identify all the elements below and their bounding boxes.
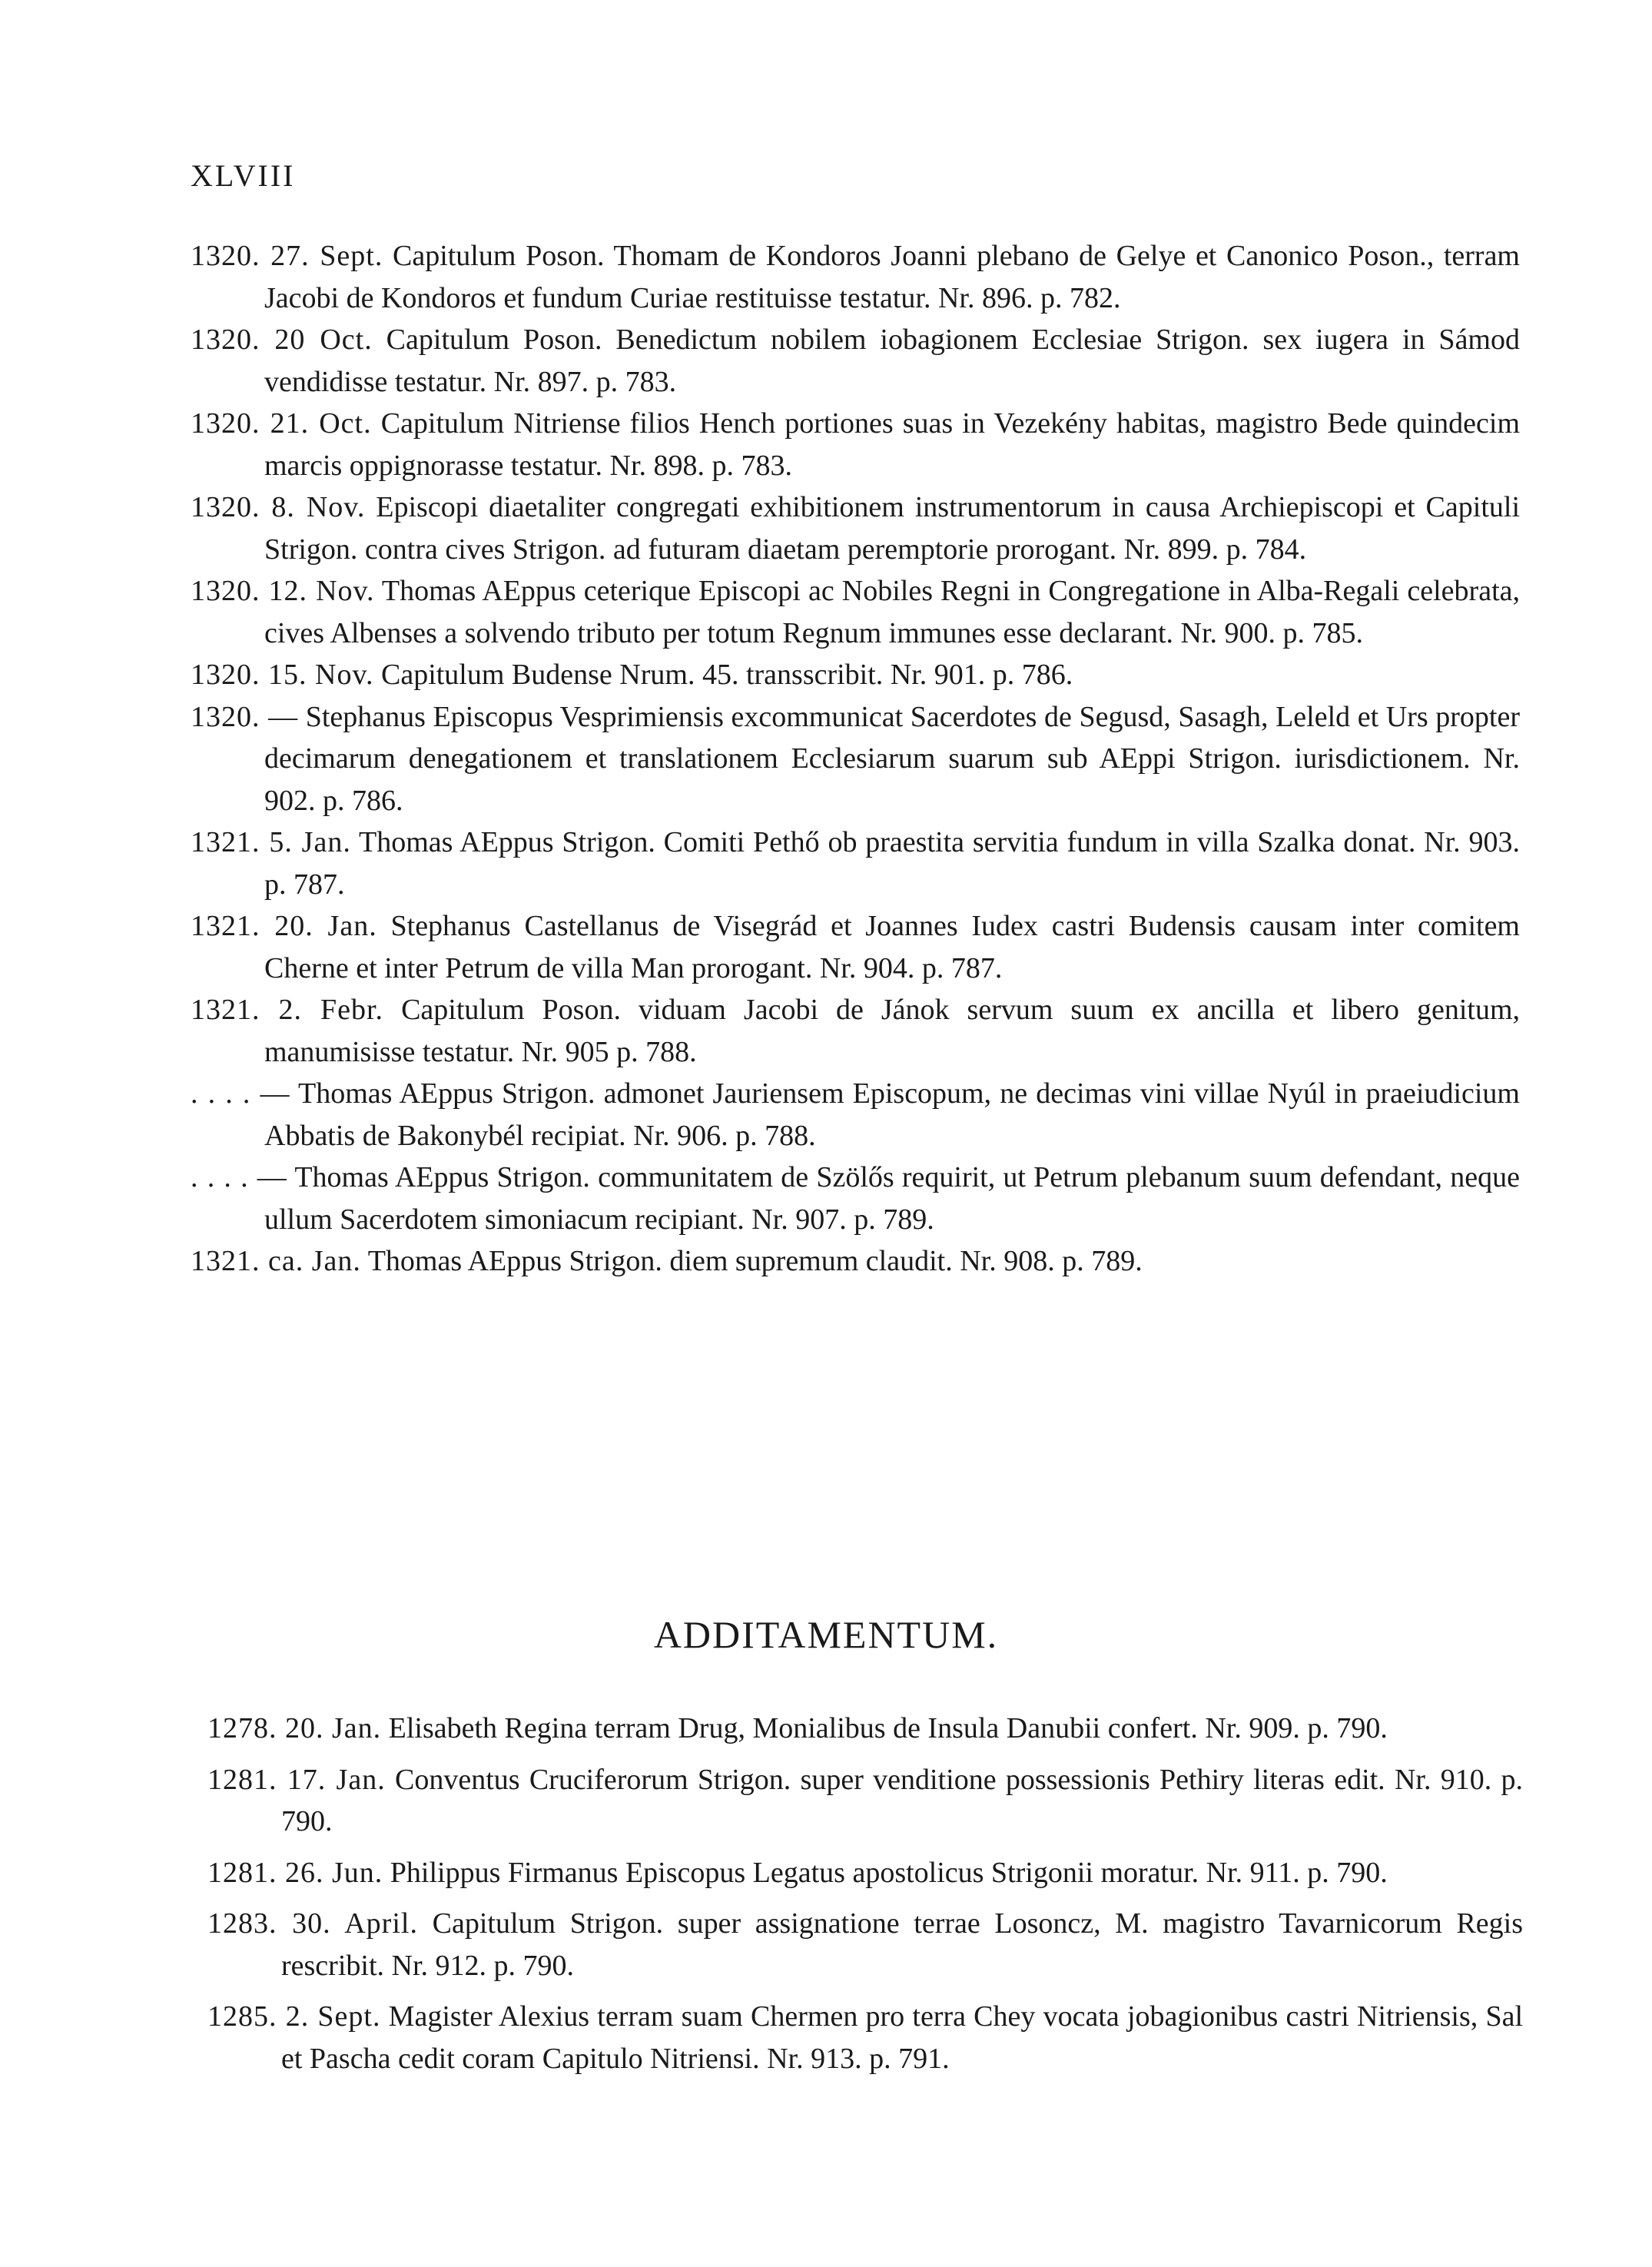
entry-date: 1320. 20 Oct. [191, 324, 373, 356]
regest-entry [191, 654, 1520, 696]
regest-entry [191, 319, 1520, 403]
entry-text: Philippus Firmanus Episcopus Legatus apostolicus Strigonii moratur. Nr. 911. p. 790. [390, 1856, 1388, 1889]
entry-text: Capitulum Poson. Thomam de Kondoros Joanni plebano de Gelye et Canonico Poson., terram Jacobi de Kondoros et fundum Curiae restituisse testatur. Nr. 896. p. 782. [264, 240, 1520, 314]
entry-text: Conventus Cruciferorum Strigon. super venditione possessionis Pethiry literas edit. Nr. 910. p. 790. [281, 1763, 1523, 1837]
entry-text: Thomas AEppus Strigon. communitatem de Szölős requirit, ut Petrum plebanum suum defendant, neque ullum Sacerdotem simoniacum recipiant. Nr. 907. p. 789. [264, 1161, 1520, 1236]
regest-entry [191, 821, 1520, 905]
entry-date: 1283. 30. April. [207, 1907, 418, 1940]
entry-date: 1320. 12. Nov. [191, 575, 375, 607]
entry-date: 1321. ca. Jan. [191, 1245, 361, 1277]
entry-text: Capitulum Poson. Benedictum nobilem iobagionem Ecclesiae Strigon. sex iugera in Sámod vendidisse testatur. Nr. 897. p. 783. [264, 324, 1520, 398]
entry-text: Episcopi diaetaliter congregati exhibitionem instrumentorum in causa Archiepiscopi et Capituli Strigon. contra cives Strigon. ad futuram diaetam peremptorie prorogant. Nr. 899. p. 784. [264, 491, 1520, 566]
entry-text: Elisabeth Regina terram Drug, Monialibus de Insula Danubii confert. Nr. 909. p. 790. [388, 1712, 1388, 1744]
entry-date: 1321. 20. Jan. [191, 910, 377, 942]
additamentum-list [207, 1708, 1523, 2089]
entry-date: 1320. 21. Oct. [191, 407, 372, 440]
entry-date: 1321. 2. Febr. [191, 994, 384, 1026]
regest-entry [191, 1240, 1520, 1283]
regest-entry [191, 486, 1520, 570]
entry-text: Thomas AEppus Strigon. Comiti Pethő ob praestita servitia fundum in villa Szalka donat. Nr. 903. p. 787. [264, 826, 1521, 901]
regest-entry [191, 696, 1520, 822]
regest-entry [191, 570, 1520, 654]
entry-text: Magister Alexius terram suam Chermen pro terra Chey vocata jobagionibus castri Nitriensis, Sal et Pascha cedit coram Capitulo Nitriensi. Nr. 913. p. 791. [281, 2000, 1524, 2075]
regest-entry [191, 905, 1520, 989]
regest-entry [207, 1852, 1523, 1894]
entry-text: Capitulum Budense Nrum. 45. transscribit. Nr. 901. p. 786. [380, 659, 1073, 691]
regest-entry [191, 235, 1520, 319]
regest-entry [191, 403, 1520, 486]
regest-entry [191, 1157, 1520, 1240]
entry-date: 1281. 17. Jan. [207, 1763, 386, 1796]
entry-date: 1320. 15. Nov. [191, 659, 374, 691]
entry-date: . . . . — [191, 1077, 290, 1110]
entry-date: 1278. 20. Jan. [207, 1712, 382, 1744]
section-title: ADDITAMENTUM. [653, 1613, 999, 1656]
regesta-list [191, 235, 1520, 1283]
entry-text: Capitulum Strigon. super assignatione terrae Losoncz, M. magistro Tavarnicorum Regis rescribit. Nr. 912. p. 790. [281, 1907, 1524, 1982]
entry-date: 1320. — [191, 700, 299, 733]
entry-text: Capitulum Poson. viduam Jacobi de Jánok servum suum ex ancilla et libero genitum, manumisisse testatur. Nr. 905 p. 788. [264, 994, 1520, 1068]
entry-date: 1320. 27. Sept. [191, 240, 383, 272]
entry-text: Capitulum Nitriense filios Hench portiones suas in Vezekény habitas, magistro Bede quindecim marcis oppignorasse testatur. Nr. 898. p. 783. [264, 407, 1521, 482]
entry-text: Thomas AEppus Strigon. diem supremum claudit. Nr. 908. p. 789. [367, 1245, 1143, 1277]
entry-date: . . . . — [191, 1161, 287, 1193]
entry-date: 1281. 26. Jun. [207, 1856, 383, 1889]
regest-entry [207, 1996, 1523, 2079]
entry-date: 1320. 8. Nov. [191, 491, 366, 523]
regest-entry [207, 1759, 1523, 1843]
entry-text: Thomas AEppus Strigon. admonet Jauriensem Episcopum, ne decimas vini villae Nyúl in praeiudicium Abbatis de Bakonybél recipiat. Nr. 906. p. 788. [264, 1077, 1520, 1152]
entry-text: Stephanus Episcopus Vesprimiensis excommunicat Sacerdotes de Segusd, Sasagh, Leleld et Urs propter decimarum denegationem et translationem Ecclesiarum suarum sub AEppi Strigon. iurisdictionem. Nr. 902. p. 786. [264, 700, 1521, 817]
regest-entry [191, 989, 1520, 1073]
entry-text: Thomas AEppus ceterique Episcopi ac Nobiles Regni in Congregatione in Alba-Regali celebrata, cives Albenses a solvendo tributo per totum Regnum immunes esse declarant. Nr. 900. p. 785. [264, 575, 1520, 649]
entry-text: Stephanus Castellanus de Visegrád et Joannes Iudex castri Budensis causam inter comitem Cherne et inter Petrum de villa Man prorogant. Nr. 904. p. 787. [264, 910, 1520, 984]
entry-date: 1321. 5. Jan. [191, 826, 351, 858]
regest-entry [191, 1073, 1520, 1157]
regest-entry [207, 1708, 1523, 1750]
page-number: XLVIII [191, 158, 296, 193]
regest-entry [207, 1903, 1523, 1987]
entry-date: 1285. 2. Sept. [207, 2000, 381, 2033]
